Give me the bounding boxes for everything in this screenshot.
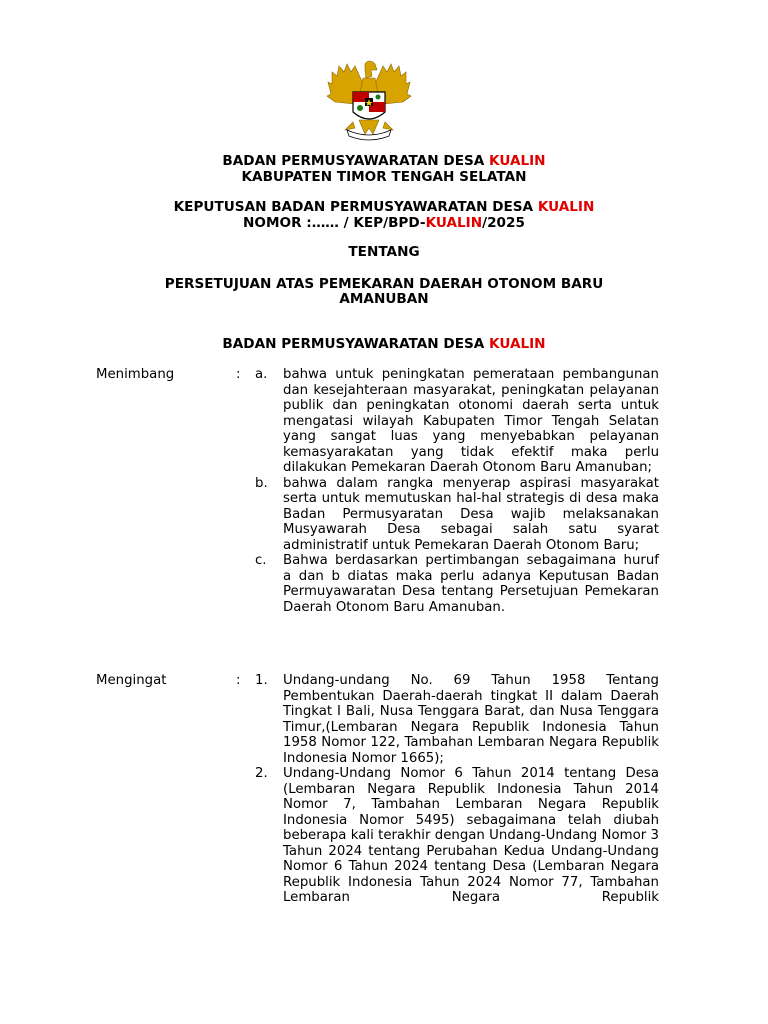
village-name: KUALIN [489,336,546,352]
section-label: Menimbang [96,367,175,382]
subject-line-1: PERSETUJUAN ATAS PEMEKARAN DAERAH OTONOM BARU [164,276,604,292]
list-item [96,553,659,615]
item-marker: b. [255,475,268,491]
garuda-emblem-icon [325,58,413,142]
list-item [96,367,659,476]
village-name: KUALIN [425,215,483,231]
item-text: Undang-Undang Nomor 6 Tahun 2014 tentang Desa (Lembaran Negara Republik Indonesia Tahun 2014 Nomor 7, Tambahan Lembaran Negara Republik Indonesia Nomor 5495) sebagaimana telah diubah beberapa kali terakhir dengan Undang-Undang Nomor 3 Tahun 2024 tentang Perubahan Kedua Undang-Undang Nomor 6 Tahun 2024 tentang Desa (Lembaran Negara Republik Indonesia Tahun 2024 Nomor 77, Tambahan Lembaran Negara Republik [283,766,659,905]
section-label: Mengingat [96,673,167,688]
item-text: bahwa untuk peningkatan pemerataan pembangunan dan kesejahteraan masyarakat, peningkatan pelayanan publik dan peningkatan otonomi daerah serta untuk mengatasi wilayah Kabupaten Timor Tengah Selatan yang sangat luas yang menyebabkan pelayanan kemasyarakatan yang tidak efektif maka perlu dilakukan Pemekaran Daerah Otonom Baru Amanuban; [283,367,659,475]
subject-line-2: AMANUBAN [339,291,429,307]
item-marker: 1. [255,673,268,688]
item-marker: 2. [255,766,268,781]
village-name: KUALIN [537,199,595,215]
list-item [96,673,659,766]
item-text: Undang-undang No. 69 Tahun 1958 Tentang Pembentukan Daerah-daerah tingkat II dalam Daerah Tingkat I Bali, Nusa Tenggara Barat, dan Nusa Tenggara Timur,(Lembaran Negara Republik Indonesia Tahun 1958 Nomor 122, Tambahan Lembaran Negara Republik Indonesia Nomor 1665); [283,673,659,766]
menimbang-section [96,367,659,615]
header-org-line: BADAN PERMUSYAWARATAN DESA KUALIN [222,153,546,169]
decree-title: KEPUTUSAN BADAN PERMUSYAWARATAN DESA KUALIN [173,199,595,215]
decree-number: NOMOR :…… / KEP/BPD-KUALIN/2025 [243,215,525,231]
mengingat-section [96,673,659,906]
item-text: Bahwa berdasarkan pertimbangan sebagaimana huruf a dan b diatas maka perlu adanya Keputusan Badan Permuyawaratan Desa tentang Persetujuan Pemekaran Daerah Otonom Baru Amanuban. [283,553,659,615]
header-regency: KABUPATEN TIMOR TENGAH SELATAN [241,169,527,185]
village-name: KUALIN [489,153,546,169]
section-colon: : [236,367,241,382]
list-item [96,476,659,554]
issuer-line: BADAN PERMUSYAWARATAN DESA KUALIN [222,336,546,352]
item-text: bahwa dalam rangka menyerap aspirasi masyarakat serta untuk memutuskan hal-hal strategis di desa maka Badan Permusyaratan Desa wajib melaksanakan Musyawarah Desa sebagai salah satu syarat administratif untuk Pemekaran Daerah Otonom Baru; [283,475,659,553]
tentang-heading: TENTANG [348,244,420,260]
list-item [96,766,659,906]
item-marker: a. [255,367,268,382]
item-marker: c. [255,553,267,568]
section-colon: : [236,673,241,688]
